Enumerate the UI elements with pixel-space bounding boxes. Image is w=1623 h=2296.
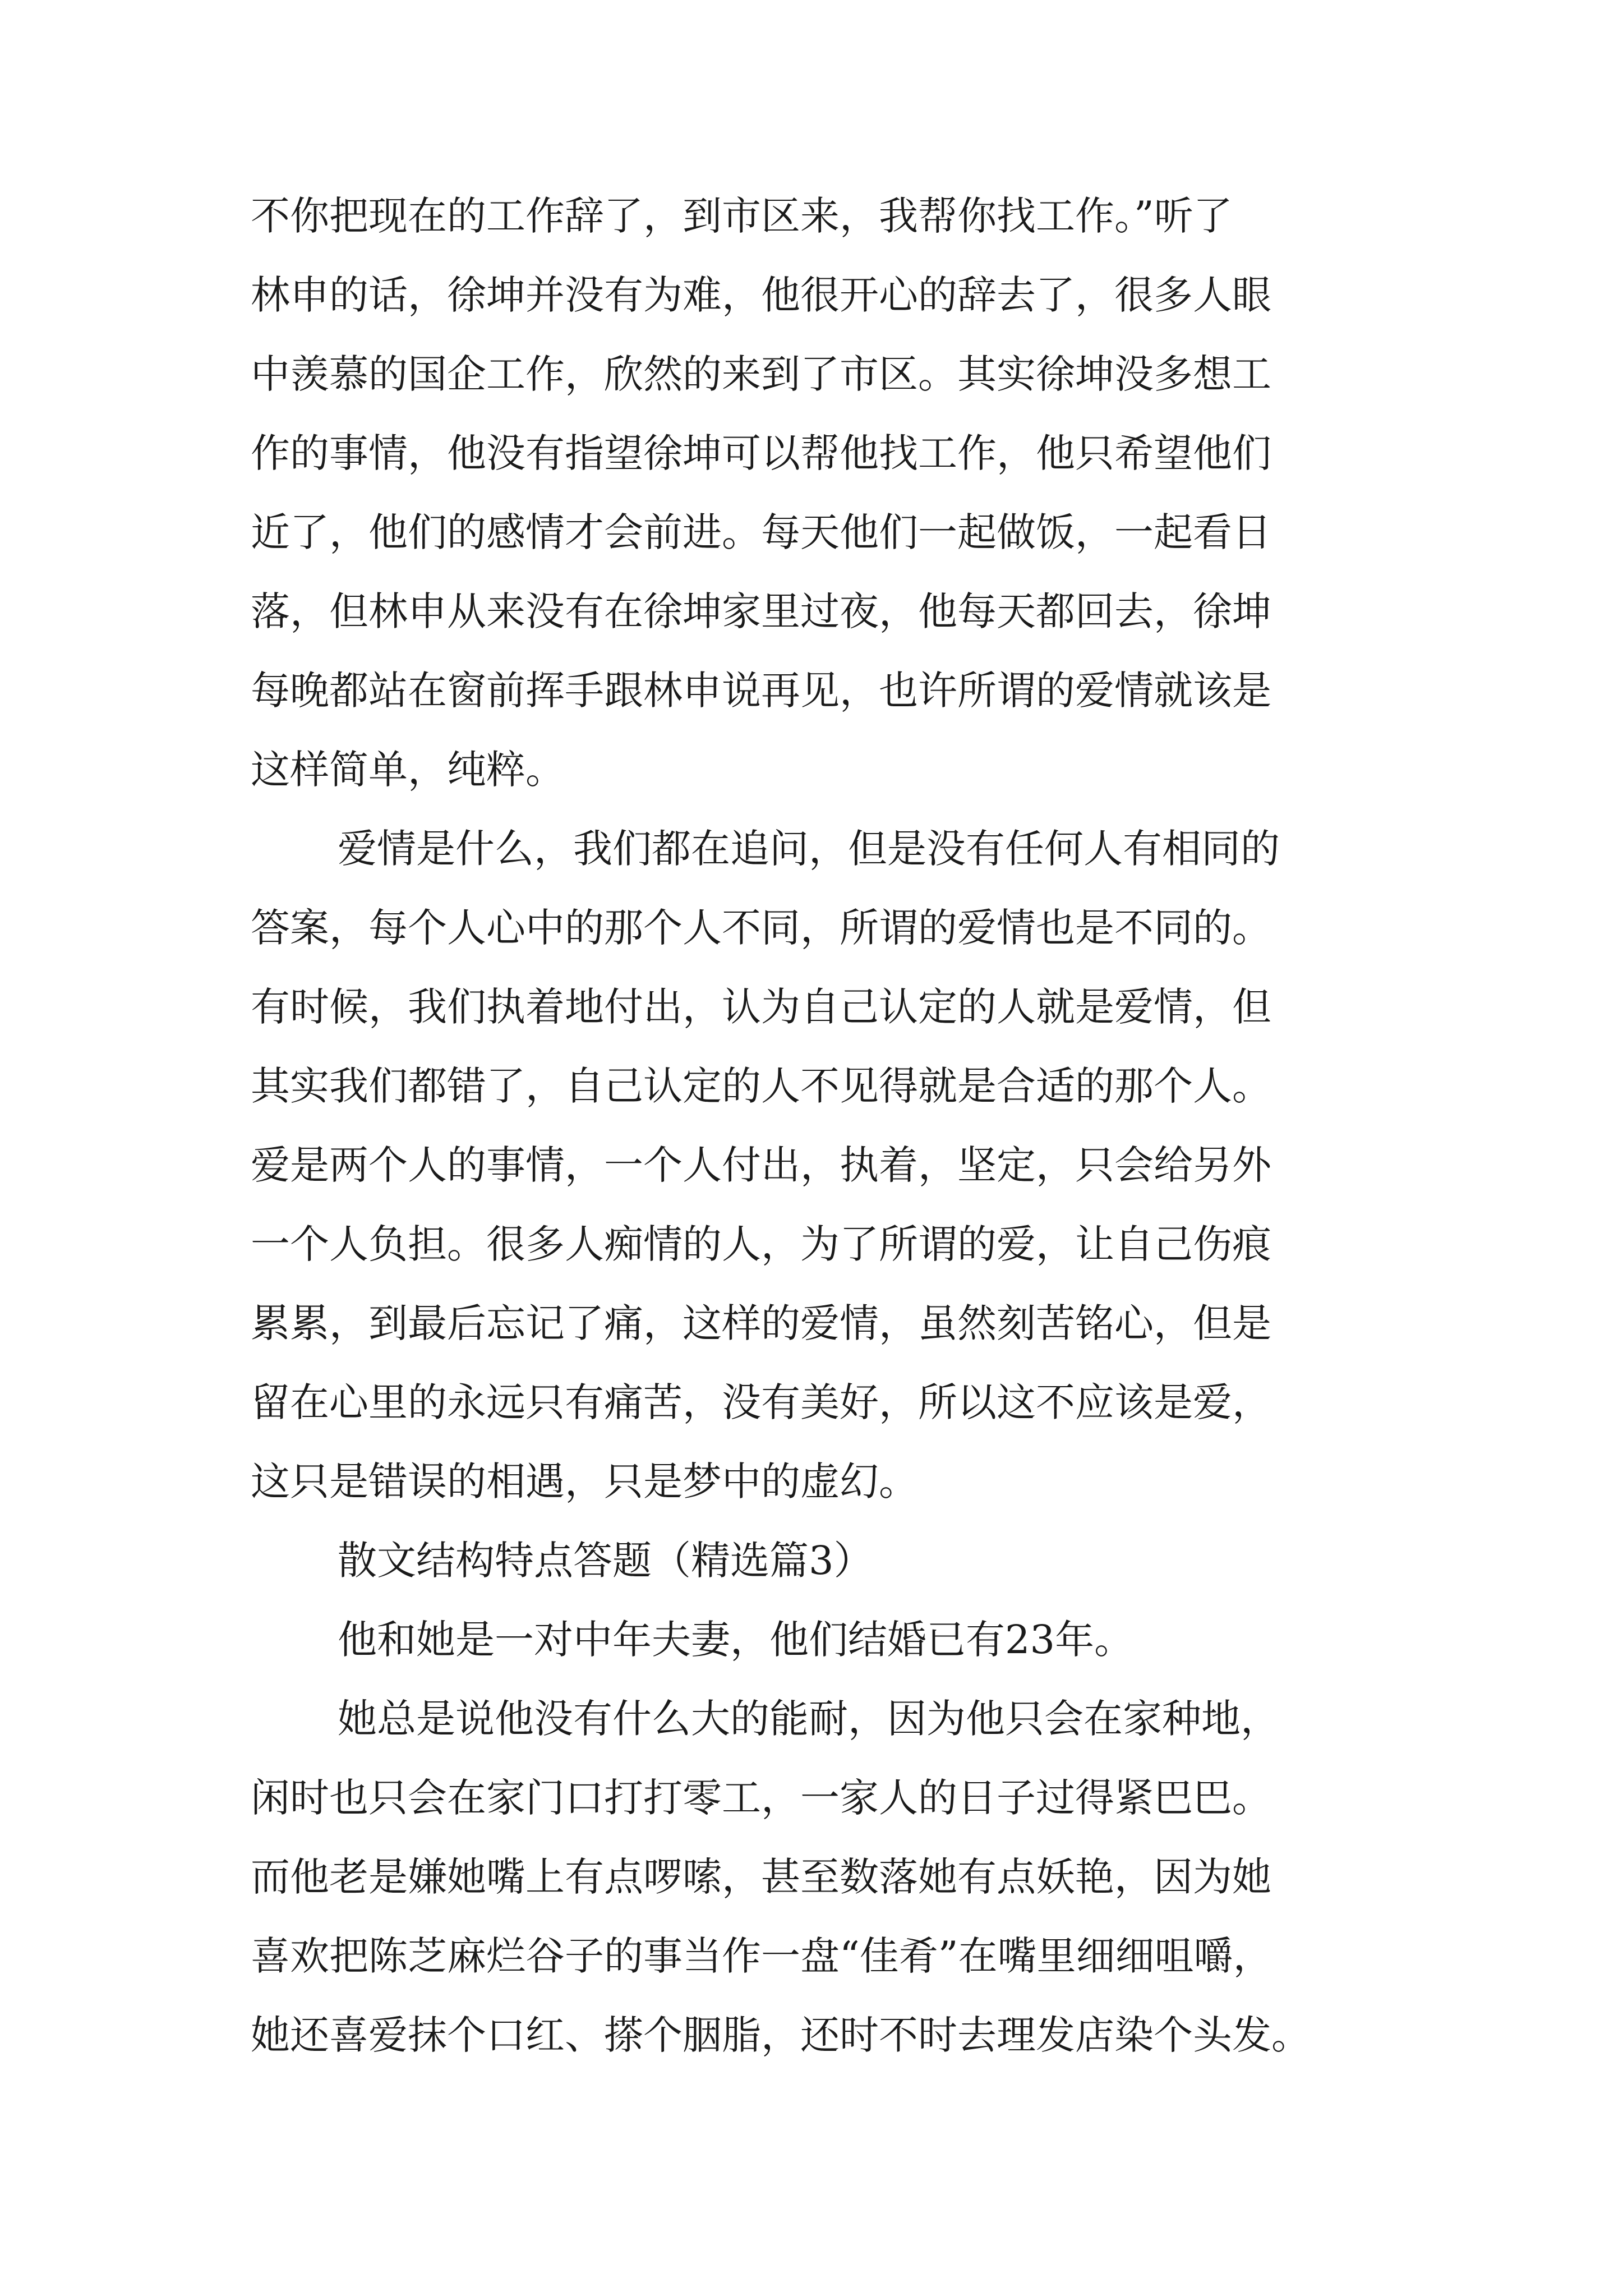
text-line: 爱是两个人的事情，一个人付出，执着，坚定，只会给另外 [251,1142,1271,1188]
text-line: 答案，每个人心中的那个人不同，所谓的爱情也是不同的。 [251,905,1271,951]
section-heading: 散文结构特点答题（精选篇3） [338,1538,873,1584]
text-line: 这样简单，纯粹。 [251,747,565,793]
text-line: 其实我们都错了，自己认定的人不见得就是合适的那个人。 [251,1063,1271,1109]
text-line: 闲时也只会在家门口打打零工，一家人的日子过得紧巴巴。 [251,1775,1271,1821]
text-line: 不你把现在的工作辞了，到市区来，我帮你找工作。”听了 [251,193,1233,239]
paragraph-start-line: 爱情是什么，我们都在追问，但是没有任何人有相同的 [338,826,1280,872]
document-body [251,177,1398,2075]
text-line: 她还喜爱抹个口红、搽个胭脂，还时不时去理发店染个头发。 [251,2012,1311,2058]
text-line: 落，但林申从来没有在徐坤家里过夜，他每天都回去，徐坤 [251,588,1271,634]
text-line: 作的事情，他没有指望徐坤可以帮他找工作，他只希望他们 [251,430,1271,476]
text-line: 近了，他们的感情才会前进。每天他们一起做饭，一起看日 [251,509,1271,555]
text-line: 有时候，我们执着地付出，认为自己认定的人就是爱情，但 [251,984,1271,1030]
paragraph-start-line: 她总是说他没有什么大的能耐，因为他只会在家种地， [338,1696,1280,1742]
text-line: 累累，到最后忘记了痛，这样的爱情，虽然刻苦铭心，但是 [251,1300,1271,1346]
text-line: 留在心里的永远只有痛苦，没有美好，所以这不应该是爱， [251,1379,1271,1425]
text-line: 中羡慕的国企工作，欣然的来到了市区。其实徐坤没多想工 [251,351,1271,397]
text-line: 而他老是嫌她嘴上有点啰嗦，甚至数落她有点妖艳，因为她 [251,1854,1271,1900]
paragraph-start-line: 他和她是一对中年夫妻，他们结婚已有23年。 [338,1617,1134,1663]
text-line: 这只是错误的相遇，只是梦中的虚幻。 [251,1458,918,1504]
text-line: 喜欢把陈芝麻烂谷子的事当作一盘“佳肴”在嘴里细细咀嚼， [251,1933,1272,1979]
text-line: 林申的话，徐坤并没有为难，他很开心的辞去了，很多人眼 [251,272,1271,318]
text-line: 一个人负担。很多人痴情的人，为了所谓的爱，让自己伤痕 [251,1221,1271,1267]
text-line: 每晚都站在窗前挥手跟林申说再见，也许所谓的爱情就该是 [251,668,1271,714]
